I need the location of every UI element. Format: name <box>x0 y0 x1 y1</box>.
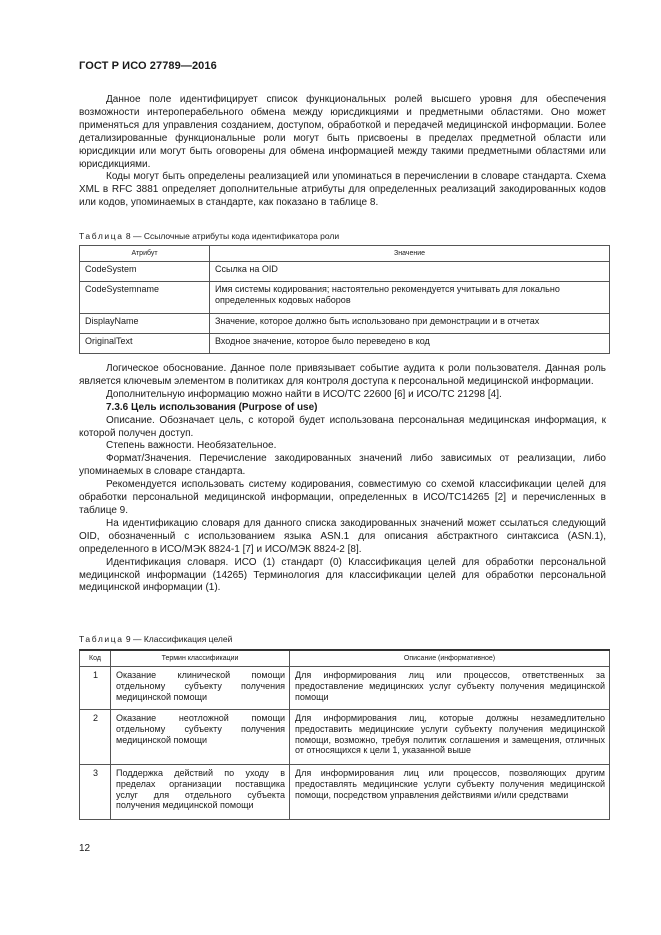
table-row <box>80 314 610 334</box>
table-cell: Для информирования лиц, которые должны незамедлительно предоставить медицинские услуги субъекту получения медицинской помощи, возможно, требуя политик соглашения и замещения, отличных от относящихся к цели 1, указанной выше <box>290 710 610 765</box>
table-cell: Поддержка действий по уходу в пределах организации поставщика услуг для отдельного субъекта получения медицинской помощи <box>111 765 290 820</box>
table-cell: Для информирования лиц или процессов, позволяющих другим предоставлять медицинские услуги субъекту получения медицинской помощи, посредством управления действиями и/или средствами <box>290 765 610 820</box>
table8-caption-text: 8 — Ссылочные атрибуты кода идентификатора роли <box>123 231 340 241</box>
table-cell: Ссылка на OID <box>210 262 610 282</box>
table-header-cell: Атрибут <box>80 246 210 262</box>
page-number: 12 <box>79 843 91 854</box>
table9 <box>79 649 610 820</box>
table-cell: Оказание неотложной помощи отдельному субъекту получения медицинской помощи <box>111 710 290 765</box>
paragraph: Идентификация словаря. ИСО (1) стандарт (0) Классификация целей для обработки персональной медицинской информации (14265) Терминология для классификации целей для обработки персональной медицинской информации (1). <box>79 556 606 594</box>
table-cell: OriginalText <box>80 334 210 354</box>
table-cell: 3 <box>80 765 111 820</box>
table-cell: 2 <box>80 710 111 765</box>
table-row <box>80 262 610 282</box>
paragraph: Формат/Значения. Перечисление закодированных значений либо зависимых от реализации, либо упоминаемых в словаре стандарта. <box>79 453 606 478</box>
table9-caption-label: Таблица <box>79 634 124 644</box>
table-row <box>80 667 610 710</box>
table-row <box>80 334 610 354</box>
table-header-cell: Описание (информативное) <box>290 650 610 667</box>
table8-caption-label: Таблица <box>79 231 124 241</box>
table-cell: Оказание клинической помощи отдельному субъекту получения медицинской помощи <box>111 667 290 710</box>
table9-caption-text: 9 — Классификация целей <box>123 634 233 644</box>
paragraph: Логическое обоснование. Данное поле привязывает событие аудита к роли пользователя. Данная роль является ключевым элементом в политиках для контроля доступа к персональной медицинской информации. <box>79 363 606 387</box>
table-cell: DisplayName <box>80 314 210 334</box>
table-cell: CodeSystemname <box>80 282 210 314</box>
table8 <box>79 245 610 354</box>
table-cell: CodeSystem <box>80 262 210 282</box>
paragraph: На идентификацию словаря для данного списка закодированных значений может ссылаться следующий OID, обозначенный с использованием языка ASN.1 для описания абстрактного синтаксиса (ASN.1), определенного в ИСО/МЭК 8824-1 [7] и ИСО/МЭК 8824-2 [8]. <box>79 517 606 555</box>
table-header-row <box>80 246 610 262</box>
table-row <box>80 765 610 820</box>
paragraph: Данное поле идентифицирует список функциональных ролей высшего уровня для обеспечения возможности интероперабельного обмена между юрисдикциями и предметными областями. Оно может применяться для управления созданием, доступом, обработкой и передачей медицинской информации. Более детализированные функциональные роли могут быть присвоены в пределах предметной области или юрисдикции или могут быть оговорены для обмена информацией между такими предметными областями или юрисдикциями. <box>79 94 606 170</box>
table-row <box>80 282 610 314</box>
document-header: ГОСТ Р ИСО 27789—2016 <box>79 60 217 72</box>
paragraph: Описание. Обозначает цель, с которой будет использована персональная медицинская информация, к которой получен доступ. <box>79 414 606 439</box>
paragraph: Дополнительную информацию можно найти в ИСО/ТС 22600 [6] и ИСО/ТС 21298 [4]. <box>106 388 502 400</box>
paragraph: Степень важности. Необязательное. <box>106 440 277 452</box>
table-row <box>80 710 610 765</box>
table-header-cell: Термин классификации <box>111 650 290 667</box>
intro-paragraphs <box>79 94 606 210</box>
table-header-cell: Код <box>80 650 111 667</box>
table-cell: Значение, которое должно быть использовано при демонстрации и в отчетах <box>210 314 610 334</box>
table-header-row <box>80 650 610 667</box>
paragraph: Коды могут быть определены реализацией или упоминаться в перечислении в словаре стандарта. Схема XML в RFC 3881 определяет дополнительные атрибуты для определенных реализаций закодированных кодов или кодов, упоминаемых в стандарте, как показано в таблице 8. <box>79 171 606 209</box>
table-cell: Для информирования лиц или процессов, ответственных за предоставление медицинских услуг субъекту получения медицинской помощи <box>290 667 610 710</box>
section-heading: 7.3.6 Цель использования (Purpose of use) <box>106 401 318 413</box>
table-cell: Имя системы кодирования; настоятельно рекомендуется учитывать для локально определенных кодовых наборов <box>210 282 610 314</box>
table-cell: 1 <box>80 667 111 710</box>
table9-caption <box>79 634 232 644</box>
table-header-cell: Значение <box>210 246 610 262</box>
table-cell: Входное значение, которое было переведено в код <box>210 334 610 354</box>
table8-caption <box>79 231 339 241</box>
paragraph: Рекомендуется использовать систему кодирования, совместимую со схемой классификации целей для обработки персональной медицинской информации, определенных в ИСО/ТС14265 [2] и перечисленных в таблице 9. <box>79 479 606 516</box>
main-paragraphs <box>79 363 606 595</box>
